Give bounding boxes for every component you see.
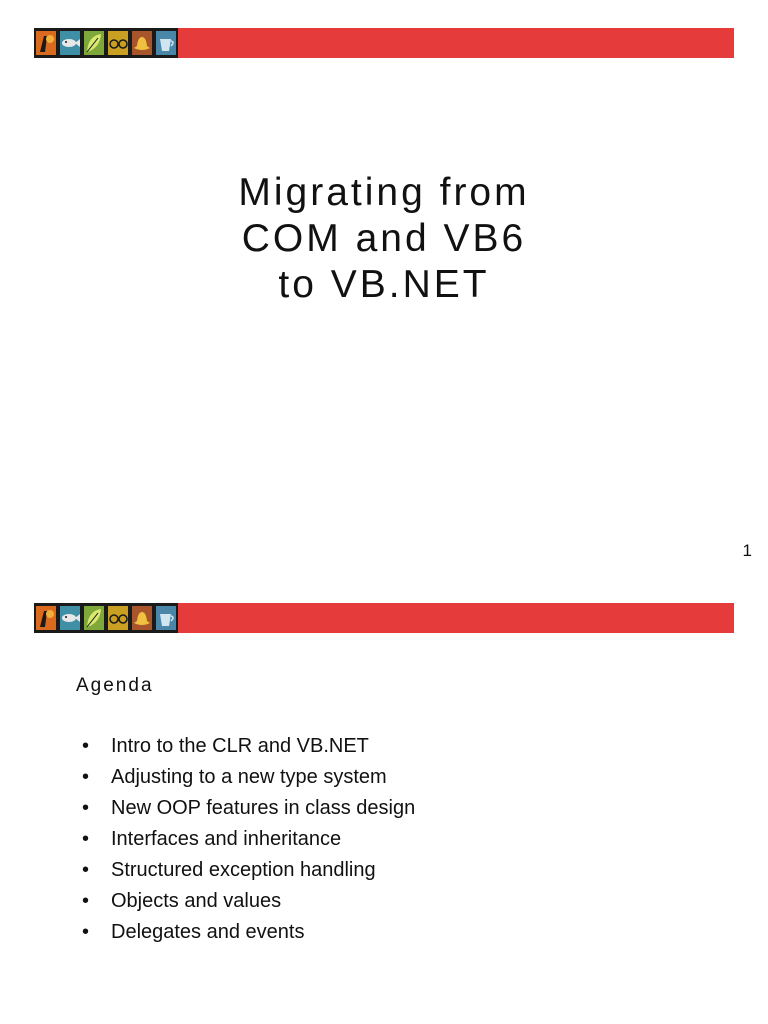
agenda-list bbox=[82, 732, 415, 949]
list-item-text: Interfaces and inheritance bbox=[111, 828, 342, 850]
list-item bbox=[82, 887, 415, 918]
header-banner bbox=[34, 603, 734, 633]
banner-icon-strip bbox=[34, 603, 178, 633]
glasses-icon bbox=[106, 603, 130, 633]
list-item-text: Structured exception handling bbox=[111, 859, 376, 881]
glasses-icon bbox=[106, 28, 130, 58]
list-item bbox=[82, 825, 415, 856]
banner-red-bar bbox=[178, 28, 734, 58]
fish-icon bbox=[58, 28, 82, 58]
list-item-text: Intro to the CLR and VB.NET bbox=[111, 735, 369, 757]
agenda-heading: Agenda bbox=[76, 675, 154, 696]
tools-icon bbox=[34, 603, 58, 633]
tools-icon bbox=[34, 28, 58, 58]
banner-icon-strip bbox=[34, 28, 178, 58]
list-item bbox=[82, 918, 415, 949]
title-line: to VB.NET bbox=[278, 263, 490, 306]
list-item bbox=[82, 794, 415, 825]
bullet-icon: • bbox=[82, 766, 90, 788]
bullet-icon: • bbox=[82, 859, 90, 881]
bullet-icon: • bbox=[82, 735, 90, 757]
list-item-text: New OOP features in class design bbox=[111, 797, 416, 819]
list-item-text: Delegates and events bbox=[111, 921, 305, 943]
bullet-icon: • bbox=[82, 797, 90, 819]
list-item-text: Objects and values bbox=[111, 890, 282, 912]
slide-title bbox=[0, 170, 768, 308]
list-item bbox=[82, 856, 415, 887]
header-banner bbox=[34, 28, 734, 58]
page-number: 1 bbox=[742, 541, 752, 560]
list-item-text: Adjusting to a new type system bbox=[111, 766, 387, 788]
bullet-icon: • bbox=[82, 921, 90, 943]
fish-icon bbox=[58, 603, 82, 633]
cup-icon bbox=[154, 28, 178, 58]
leaf-icon bbox=[82, 28, 106, 58]
list-item bbox=[82, 732, 415, 763]
hat-icon bbox=[130, 603, 154, 633]
list-item bbox=[82, 763, 415, 794]
cup-icon bbox=[154, 603, 178, 633]
bullet-icon: • bbox=[82, 828, 90, 850]
hat-icon bbox=[130, 28, 154, 58]
bullet-icon: • bbox=[82, 890, 90, 912]
banner-red-bar bbox=[178, 603, 734, 633]
leaf-icon bbox=[82, 603, 106, 633]
title-line: Migrating from bbox=[238, 171, 530, 214]
title-line: COM and VB6 bbox=[241, 217, 527, 260]
